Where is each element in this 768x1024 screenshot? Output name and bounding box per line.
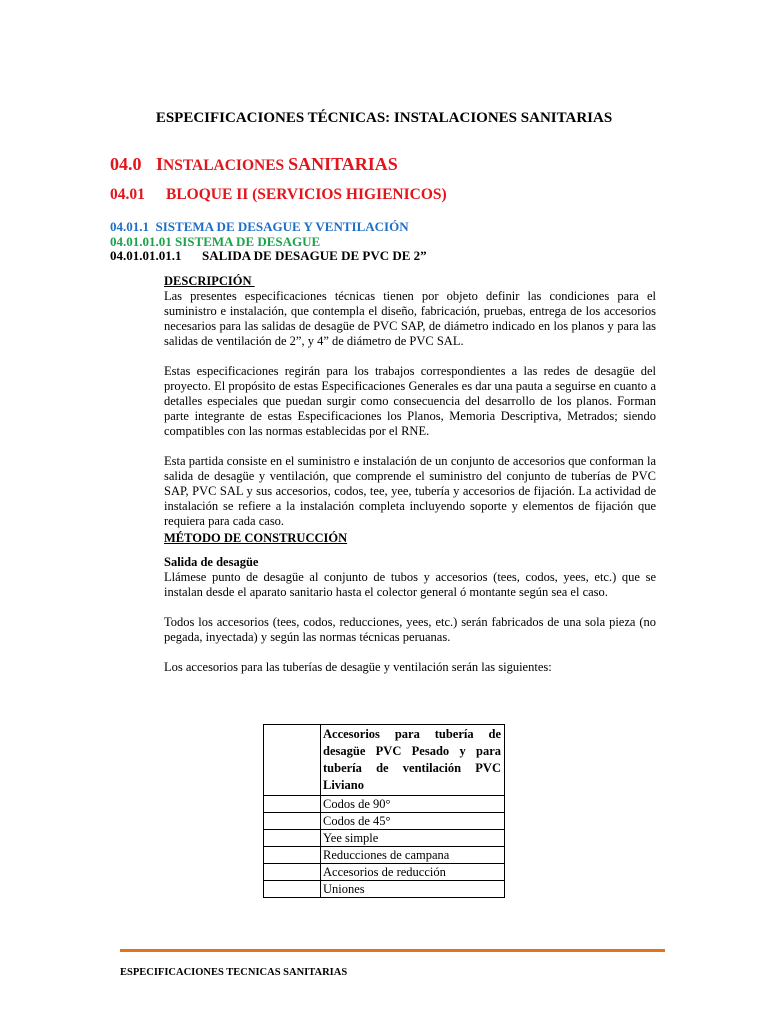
table-cell: Uniones	[321, 881, 505, 898]
descripcion-section	[164, 274, 656, 529]
table-cell-empty	[264, 881, 321, 898]
heading-04-01-1: 04.01.1 SISTEMA DE DESAGUE Y VENTILACIÓN	[110, 219, 409, 234]
metodo-heading: MÉTODO DE CONSTRUCCIÓN	[164, 531, 348, 545]
heading-text-big: SANITARIAS	[288, 154, 398, 174]
table-row	[264, 864, 505, 881]
metodo-section	[164, 531, 656, 675]
table-cell: Codos de 90°	[321, 796, 505, 813]
table-row	[264, 813, 505, 830]
paragraph: Las presentes especificaciones técnicas tienen por objeto definir las condiciones para el suministro e instalación, que contempla el diseño, fabricación, pruebas, entrega de los accesorios necesarios para las salidas de desagüe de PVC SAP, de diámetro indicado en los planos y para las salidas de ventilación de 2”, y 4” de diámetro de PVC SAL.	[164, 289, 656, 348]
table-cell-empty	[264, 847, 321, 864]
paragraph: Todos los accesorios (tees, codos, reducciones, yees, etc.) serán fabricados de una sola pieza (no pegada, inyectada) y según las normas técnicas peruanas.	[164, 615, 656, 644]
document-title: ESPECIFICACIONES TÉCNICAS: INSTALACIONES SANITARIAS	[155, 110, 613, 126]
heading-text: BLOQUE II (SERVICIOS HIGIENICOS)	[166, 186, 447, 203]
paragraph: Los accesorios para las tuberías de desagüe y ventilación serán las siguientes:	[164, 660, 552, 674]
table-cell: Codos de 45°	[321, 813, 505, 830]
table-row	[264, 881, 505, 898]
table-cell: Yee simple	[321, 830, 505, 847]
heading-04-01-01-01: 04.01.01.01 SISTEMA DE DESAGUE	[110, 234, 321, 249]
table-cell-empty	[264, 830, 321, 847]
heading-number: 04.01	[110, 186, 145, 203]
table-row	[264, 830, 505, 847]
table-cell-empty	[264, 813, 321, 830]
table-header-cell: Accesorios para tubería de desagüe PVC Pesado y para tubería de ventilación PVC Liviano	[321, 725, 505, 796]
table-cell: Reducciones de campana	[321, 847, 505, 864]
accessories-table	[263, 724, 505, 898]
table-header-row	[264, 725, 505, 796]
salida-heading: Salida de desagüe	[164, 555, 259, 569]
table-row	[264, 796, 505, 813]
heading-text-initial: I	[156, 154, 164, 174]
descripcion-heading: DESCRIPCIÓN	[164, 274, 255, 288]
table-cell-empty	[264, 864, 321, 881]
heading-04-0	[110, 154, 398, 175]
table-cell: Accesorios de reducción	[321, 864, 505, 881]
heading-text: SALIDA DE DESAGUE DE PVC DE 2”	[202, 248, 427, 263]
table-cell-empty	[264, 796, 321, 813]
footer-rule	[120, 949, 665, 952]
heading-04-01	[110, 186, 447, 204]
heading-number: 04.01.01.01.1	[110, 248, 182, 263]
table-cell-empty	[264, 725, 321, 796]
page-footer: ESPECIFICACIONES TECNICAS SANITARIAS	[120, 967, 348, 978]
paragraph: Llámese punto de desagüe al conjunto de tubos y accesorios (tees, codos, yees, etc.) que se instalan desde el aparato sanitario hasta el colector general ó montante según sea el caso.	[164, 570, 656, 599]
heading-04-01-01-01-1	[110, 248, 427, 264]
paragraph: Estas especificaciones regirán para los trabajos correspondientes a las redes de desagüe del proyecto. El propósito de estas Especificaciones Generales es dar una pauta a seguirse en cuanto a detalles especiales que puedan surgir como consecuencia del desarrollo de los planos. Forman parte integrante de estas Especificaciones los Planos, Memoria Descriptiva, Metrados; siendo compatibles con las normas establecidas por el RNE.	[164, 364, 656, 438]
paragraph: Esta partida consiste en el suministro e instalación de un conjunto de accesorios que conforman la salida de desagüe y ventilación, que comprende el suministro del conjunto de tuberías de PVC SAP, PVC SAL y sus accesorios, codos, tee, yee, tubería y accesorios de fijación. La actividad de instalación se refiere a la instalación completa incluyendo soporte y elementos de fijación que requiera para cada caso.	[164, 454, 656, 528]
heading-number: 04.0	[110, 154, 142, 174]
heading-text-small: NSTALACIONES	[163, 157, 289, 174]
table-row	[264, 847, 505, 864]
